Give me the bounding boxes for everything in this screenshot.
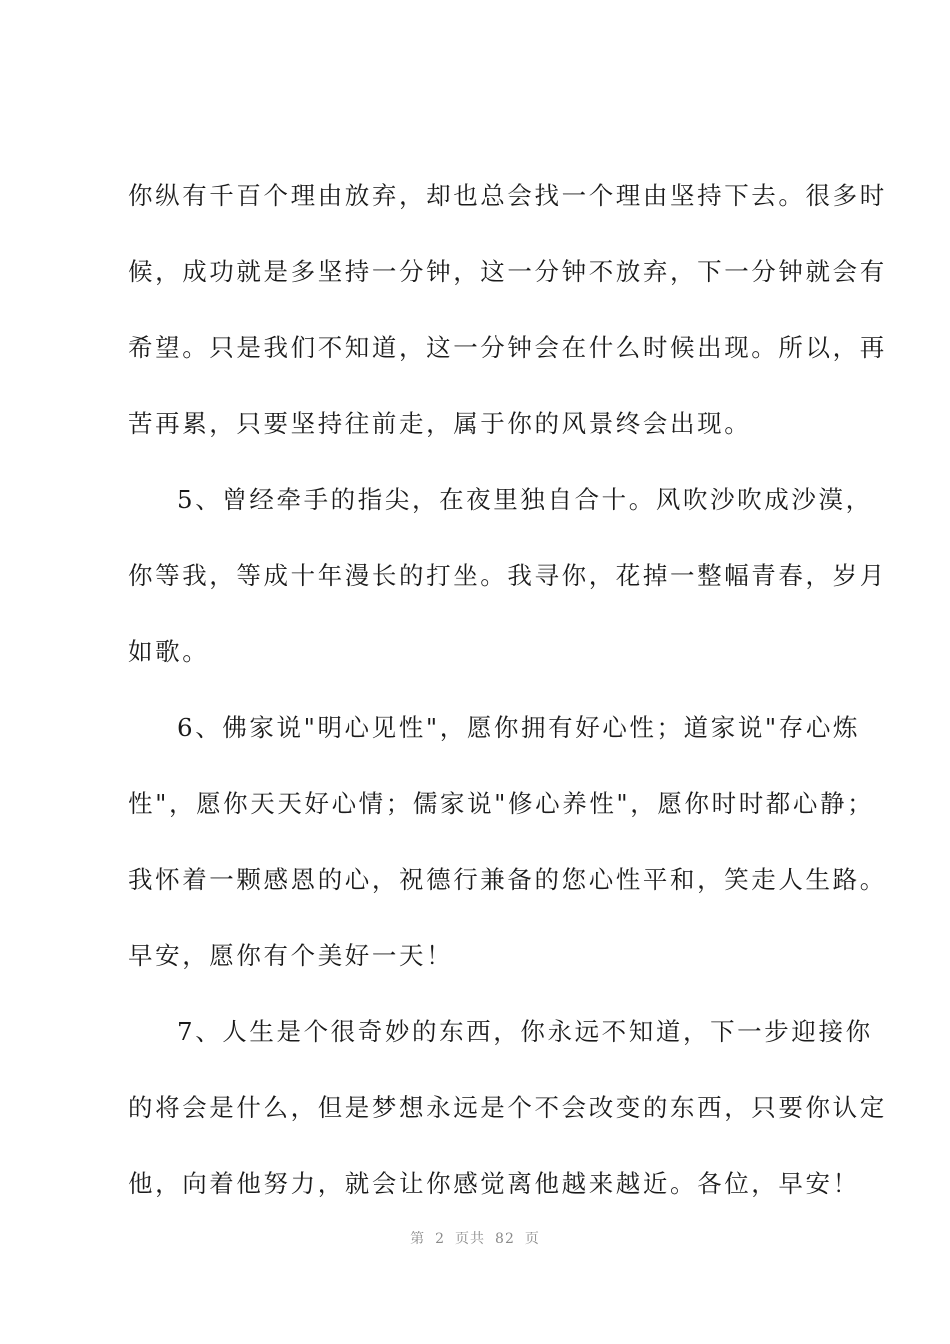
footer-prefix: 第 xyxy=(410,1231,426,1247)
text-line: 你等我，等成十年漫长的打坐。我寻你，花掉一整幅青春，岁月 xyxy=(128,561,887,590)
text-line: 希望。只是我们不知道，这一分钟会在什么时候出现。所以，再 xyxy=(128,333,887,362)
footer-middle: 页共 xyxy=(455,1231,486,1247)
footer-suffix: 页 xyxy=(524,1231,540,1247)
paragraph-5-start: 5、曾经牵手的指尖，在夜里独自合十。风吹沙吹成沙漠， xyxy=(177,485,873,514)
text-line: 苦再累，只要坚持往前走，属于你的风景终会出现。 xyxy=(128,409,752,438)
paragraph-7-start: 7、人生是个很奇妙的东西，你永远不知道，下一步迎接你 xyxy=(177,1017,873,1046)
text-line: 我怀着一颗感恩的心，祝德行兼备的您心性平和，笑走人生路。 xyxy=(128,865,887,894)
text-line: 候，成功就是多坚持一分钟，这一分钟不放弃，下一分钟就会有 xyxy=(128,257,887,286)
page-number: 2 xyxy=(435,1231,446,1247)
text-line: 性"，愿你天天好心情；儒家说"修心养性"，愿你时时都心静； xyxy=(128,789,875,818)
text-line: 如歌。 xyxy=(128,637,210,666)
page-total: 82 xyxy=(495,1231,515,1247)
text-line: 早安，愿你有个美好一天！ xyxy=(128,941,454,970)
text-line: 他，向着他努力，就会让你感觉离他越来越近。各位，早安！ xyxy=(128,1169,860,1198)
page-footer xyxy=(0,1228,950,1248)
text-line: 你纵有千百个理由放弃，却也总会找一个理由坚持下去。很多时 xyxy=(128,181,887,210)
body-text xyxy=(128,170,887,1234)
paragraph-6-start: 6、佛家说"明心见性"，愿你拥有好心性；道家说"存心炼 xyxy=(177,713,861,742)
text-line: 的将会是什么，但是梦想永远是个不会改变的东西，只要你认定 xyxy=(128,1093,887,1122)
